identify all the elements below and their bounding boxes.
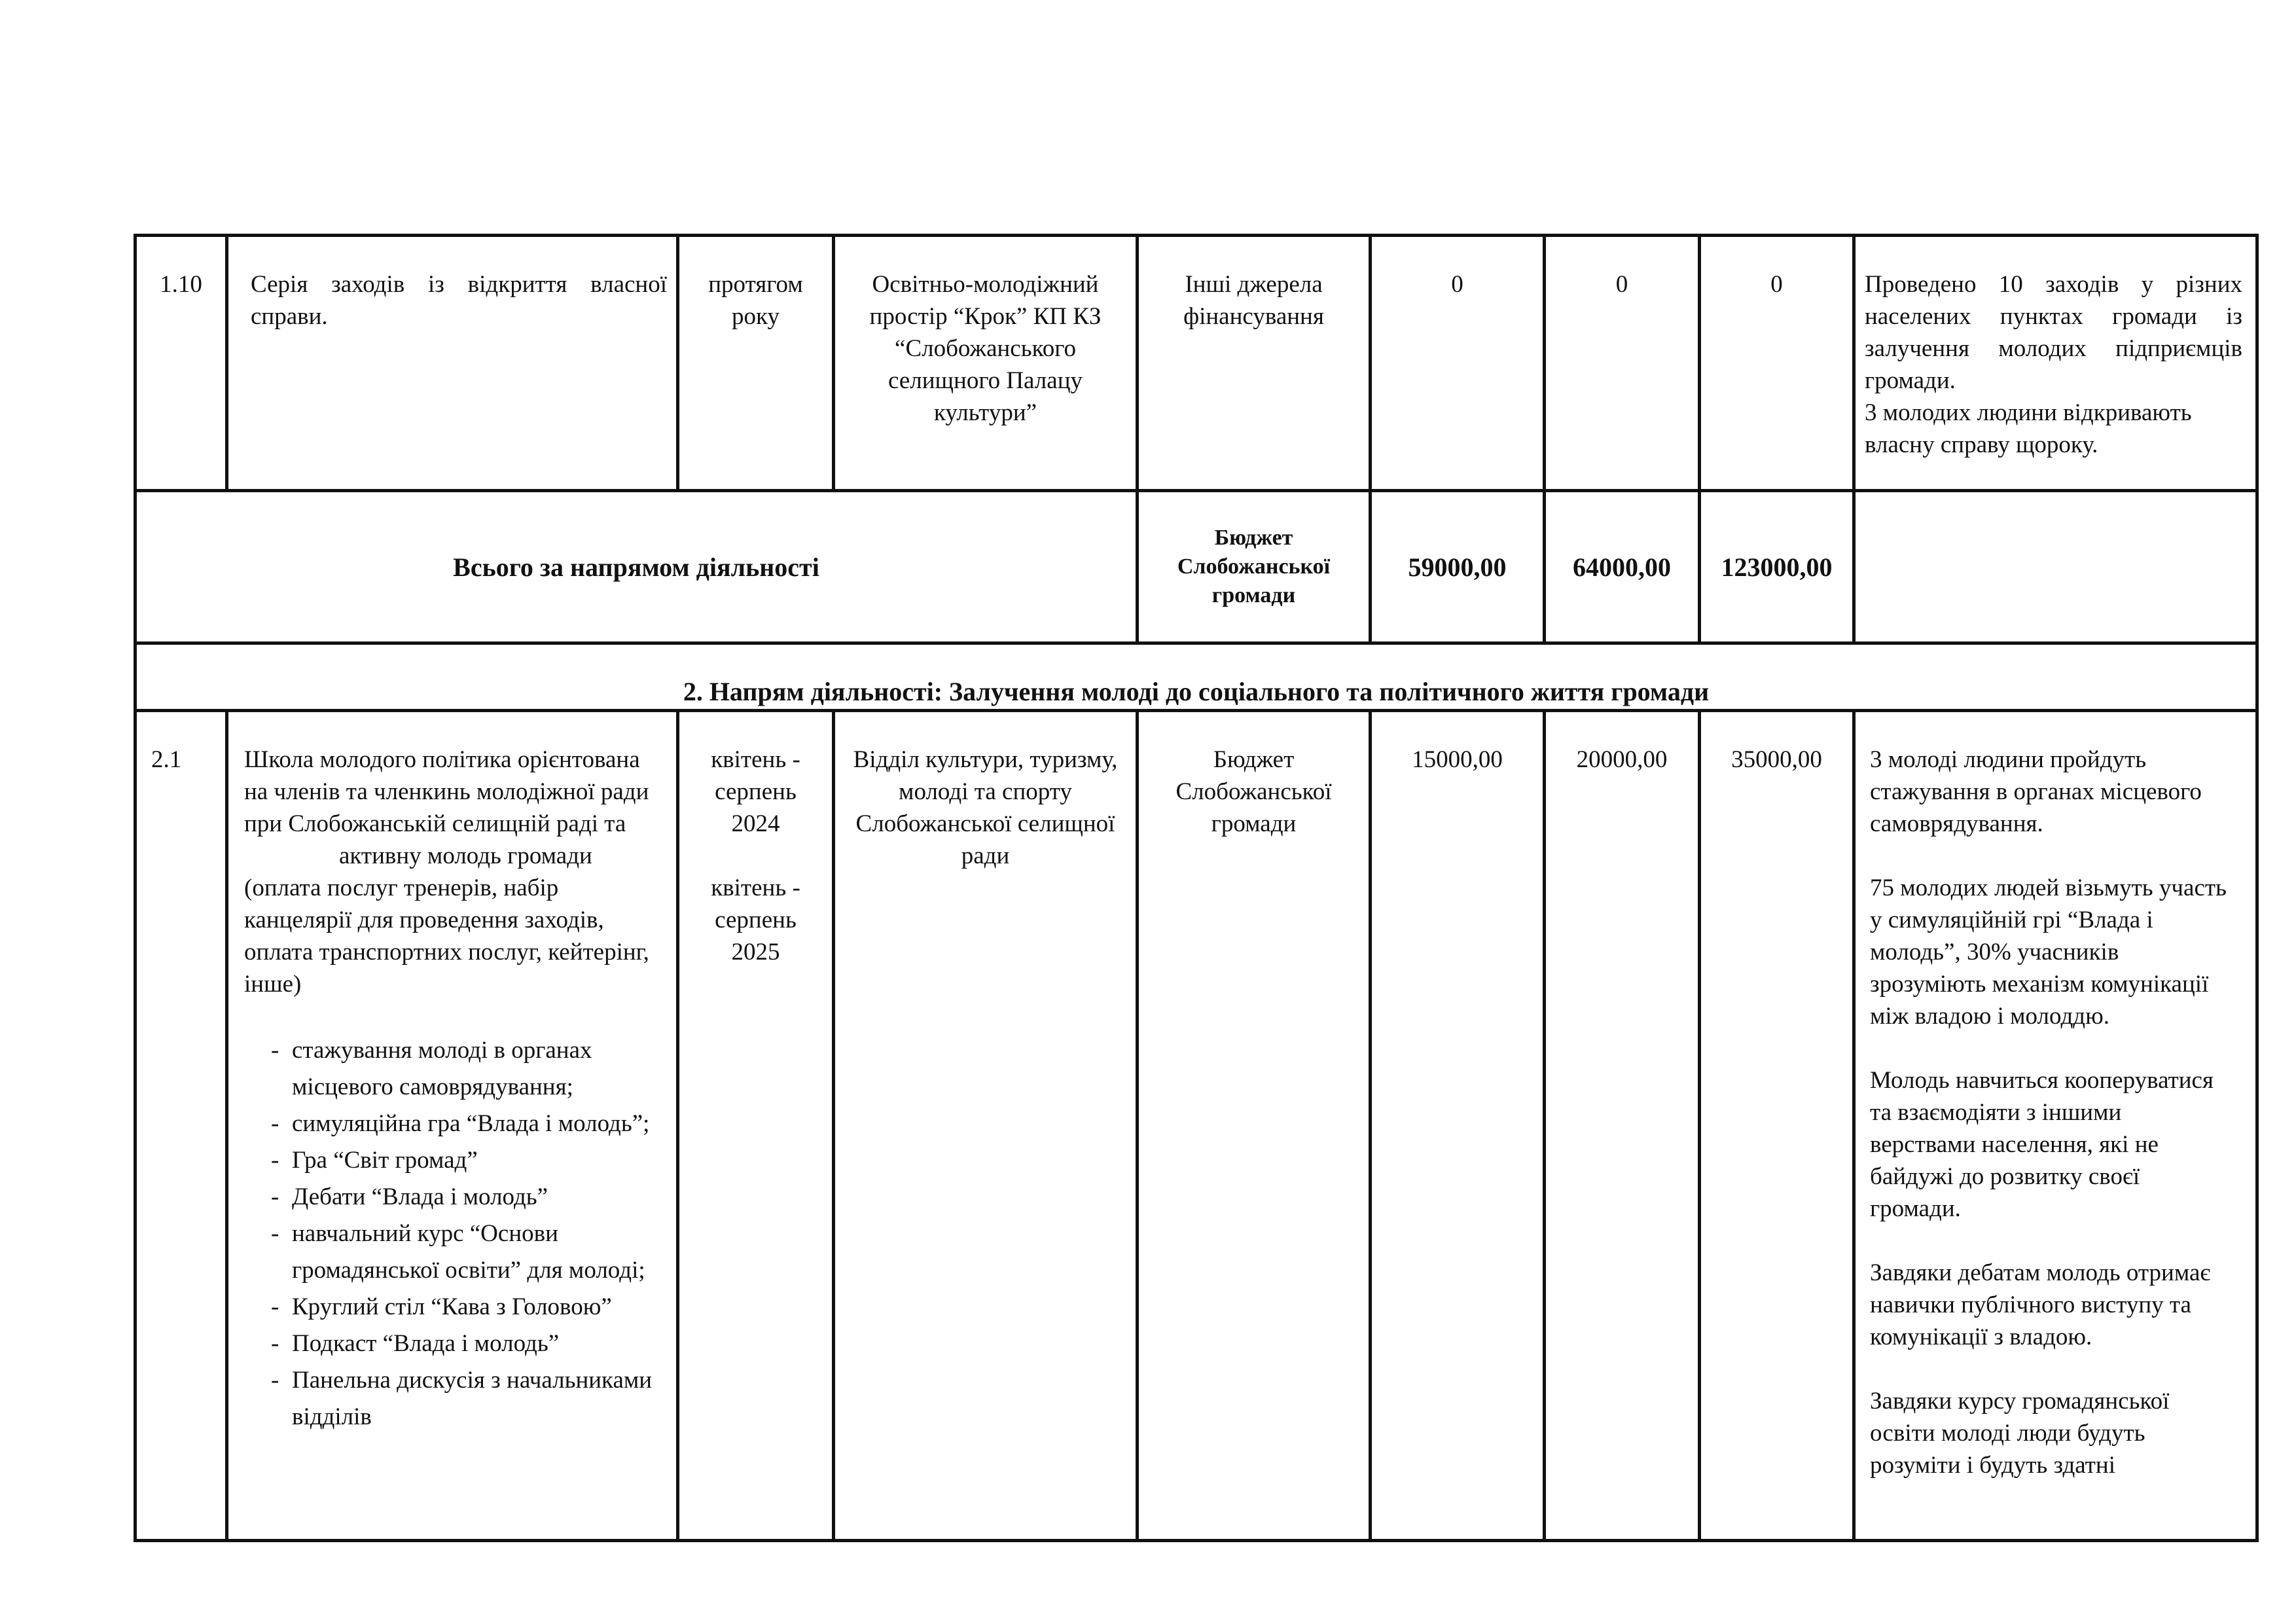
activity-list [244, 1032, 670, 1435]
list-item: - Панельна дискусія з начальниками відділів [271, 1362, 670, 1435]
amount-total-cell [1700, 236, 1854, 491]
term-text: квітень - серпень 2025 [711, 875, 800, 965]
amount-2024-cell [1371, 491, 1545, 643]
row-number-cell [135, 711, 227, 1541]
expected-result-text: 75 молодих людей візьмуть участь у симуляційній грі “Влада і молодь”, 30% учасників зрозуміють механізм комунікації між владою і молоддю. [1870, 875, 2227, 1030]
table-row-2-1 [135, 711, 2257, 1541]
expected-result-text: Молодь навчиться кооперуватися та взаємодіяти з іншими верствами населення, які не байдужі до розвитку своєї громади. [1870, 1067, 2214, 1222]
list-item: - навчальний курс “Основи громадянської освіти” для молоді; [271, 1216, 670, 1289]
amount-2024: 15000,00 [1412, 746, 1503, 773]
expected-result-text: 3 молодих людини відкривають власну справу щороку. [1865, 399, 2192, 458]
amount-2025-cell [1545, 236, 1700, 491]
amount-total: 123000,00 [1721, 552, 1833, 582]
expected-result-cell [1854, 491, 2257, 643]
amount-2024: 0 [1451, 271, 1463, 298]
list-item: - Гра “Світ громад” [271, 1142, 670, 1179]
list-item: - Подкаст “Влада і молодь” [271, 1326, 670, 1362]
table-row-1-10 [135, 236, 2257, 491]
executor-text: Освітньо-молодіжний простір “Крок” КП КЗ “Слобожанського селищного Палацу культури” [869, 271, 1102, 426]
activity-text: (оплата послуг тренерів, набір канцелярії для проведення заходів, оплата транспортних послуг, кейтерінг, інше) [244, 875, 649, 998]
executor-text: Відділ культури, туризму, молоді та спорту Слобожанської селищної ради [853, 746, 1118, 869]
expected-result-cell [1854, 236, 2257, 491]
amount-total-cell [1700, 491, 1854, 643]
executor-cell [834, 711, 1138, 1541]
amount-2025-cell [1545, 711, 1700, 1541]
activity-text: Серія заходів із відкриття власної справи. [251, 271, 667, 330]
funding-source-text: Бюджет Слобожанської громади [1175, 746, 1332, 837]
section-heading-row [135, 643, 2257, 711]
executor-cell [834, 236, 1138, 491]
program-table [134, 234, 2259, 1542]
list-item: - Круглий стіл “Кава з Головою” [271, 1289, 670, 1326]
amount-total: 0 [1770, 271, 1783, 298]
term-text: квітень - серпень 2024 [711, 746, 800, 837]
row-number-cell [135, 236, 227, 491]
expected-result-text: Завдяки курсу громадянської освіти молоді люди будуть розуміти і будуть здатні [1870, 1388, 2170, 1479]
total-label-cell [135, 491, 1138, 643]
expected-result-text: Завдяки дебатам молодь отримає навички публічного виступу та комунікації з владою. [1870, 1259, 2211, 1350]
expected-result-cell [1854, 711, 2257, 1541]
list-item: - Дебати “Влада і молодь” [271, 1179, 670, 1216]
list-item: - симуляційна гра “Влада і молодь”; [271, 1106, 670, 1142]
activity-cell [227, 711, 678, 1541]
amount-2025: 64000,00 [1573, 552, 1671, 582]
term-text: протягом року [708, 271, 803, 330]
total-row [135, 491, 2257, 643]
amount-2025: 0 [1615, 271, 1628, 298]
term-cell [678, 711, 834, 1541]
section-heading: 2. Напрям діяльності: Залучення молоді до соціального та політичного життя громади [683, 677, 1710, 706]
amount-2025-cell [1545, 491, 1700, 643]
row-number: 2.1 [151, 746, 182, 773]
amount-total-cell [1700, 711, 1854, 1541]
funding-source-text: Інші джерела фінансування [1183, 271, 1324, 330]
expected-result-text: 3 молоді людини пройдуть стажування в органах місцевого самоврядування. [1870, 746, 2202, 837]
term-cell [678, 236, 834, 491]
expected-result-text: Проведено 10 заходів у різних населених пунктах громади із залучення молодих підприємців громади. [1865, 271, 2242, 394]
amount-2024: 59000,00 [1408, 552, 1507, 582]
row-number: 1.10 [160, 271, 202, 298]
funding-source-cell [1138, 236, 1371, 491]
funding-source-cell [1138, 711, 1371, 1541]
amount-2025: 20000,00 [1576, 746, 1668, 773]
amount-2024-cell [1371, 236, 1545, 491]
activity-text: Школа молодого політика орієнтована на членів та членкинь молодіжної ради при Слобожанській селищній раді та [244, 746, 649, 837]
section-heading-cell [135, 643, 2257, 711]
amount-total: 35000,00 [1731, 746, 1822, 773]
funding-source-text: Бюджет Слобожанської громади [1177, 526, 1331, 607]
amount-2024-cell [1371, 711, 1545, 1541]
activity-text: активну молодь громади [339, 842, 592, 869]
activity-cell [227, 236, 678, 491]
list-item: - стажування молоді в органах місцевого самоврядування; [271, 1032, 670, 1106]
total-label: Всього за напрямом діяльності [453, 552, 819, 582]
funding-source-cell [1138, 491, 1371, 643]
